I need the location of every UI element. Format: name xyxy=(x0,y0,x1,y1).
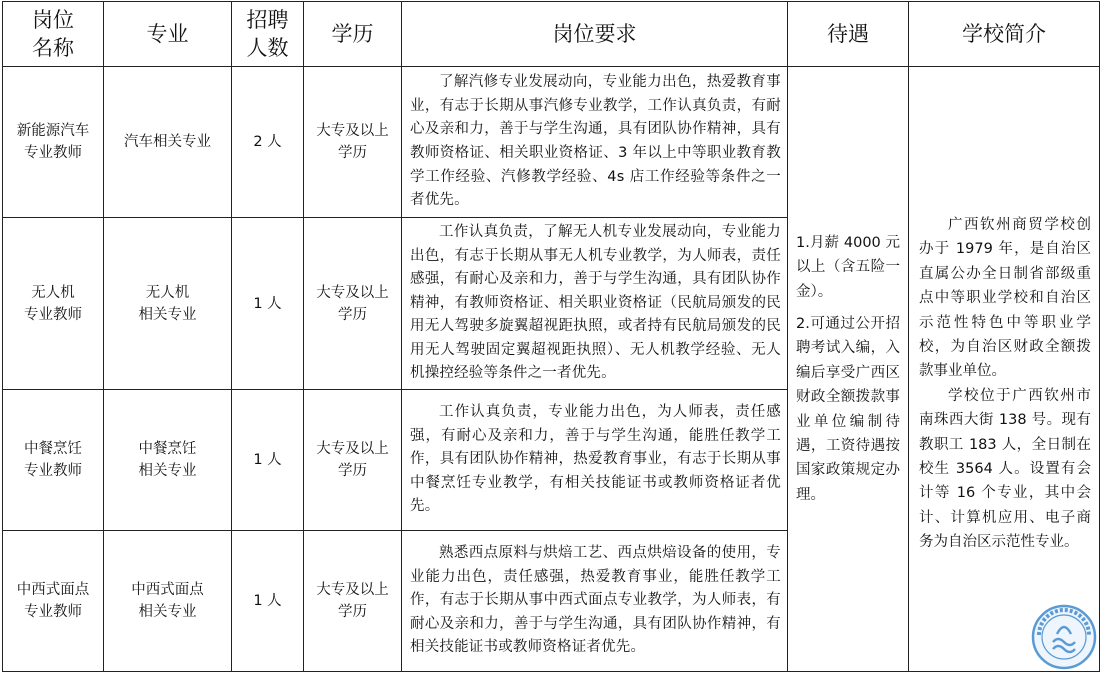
header-benefits: 待遇 xyxy=(788,2,909,67)
count-cell: 1 人 xyxy=(232,531,304,672)
requirements-cell: 熟悉西点原料与烘焙工艺、西点烘焙设备的使用，专业能力出色，责任感强，热爱教育事业，能胜任教学工作，有志于长期从事中西式面点专业教学，为人师表，有耐心及亲和力，善于与学生沟通，具有团队协作精神，有相关技能证书或教师资格证者优先。 xyxy=(402,531,788,672)
education-cell: 大专及以上 学历 xyxy=(304,531,402,672)
school-intro-paragraph: 学校位于广西钦州市南珠西大街 138 号。现有教职工 183 人，全日制在校生 3564 人。设置有会计等 16 个专业，其中会计、计算机应用、电子商务为自治区示范性专业。 xyxy=(919,387,1091,551)
major-cell: 汽车相关专业 xyxy=(104,67,232,218)
benefit-item: 2.可通过公开招聘考试入编，入编后享受广西区财政全额拨款事业单位编制待遇，工资待遇按国家政策规定办理。 xyxy=(796,315,900,503)
count-cell: 2 人 xyxy=(232,67,304,218)
requirements-cell: 了解汽修专业发展动向，专业能力出色，热爱教育事业，有志于长期从事汽修专业教学，工作认真负责，有耐心及亲和力，善于与学生沟通，具有团队协作精神，具有教师资格证、相关职业资格证、3 年以上中等职业教育教学工作经验、汽修教学经验、4s 店工作经验等条件之一者优先。 xyxy=(402,67,788,218)
position-cell: 中餐烹饪 专业教师 xyxy=(3,390,104,531)
header-major: 专业 xyxy=(104,2,232,67)
header-education: 学历 xyxy=(304,2,402,67)
count-cell: 1 人 xyxy=(232,390,304,531)
position-cell: 中西式面点 专业教师 xyxy=(3,531,104,672)
header-requirements: 岗位要求 xyxy=(402,2,788,67)
position-cell: 无人机 专业教师 xyxy=(3,218,104,390)
benefit-item: 1.月薪 4000 元以上（含五险一金）。 xyxy=(796,234,900,300)
header-row xyxy=(3,2,1100,67)
school-intro-paragraph: 广西钦州商贸学校创办于 1979 年，是自治区直属公办全日制省部级重点中等职业学校和自治区示范性特色中等职业学校，为自治区财政全额拨款事业单位。 xyxy=(919,217,1091,380)
education-cell: 大专及以上 学历 xyxy=(304,218,402,390)
education-cell: 大专及以上 学历 xyxy=(304,67,402,218)
count-cell: 1 人 xyxy=(232,218,304,390)
school-intro-cell xyxy=(909,67,1100,672)
requirements-cell: 工作认真负责，专业能力出色，为人师表，责任感强，有耐心及亲和力，善于与学生沟通，能胜任教学工作，具有团队协作精神，热爱教育事业，有志于长期从事中餐烹饪专业教学，有相关技能证书或教师资格证者优先。 xyxy=(402,390,788,531)
requirements-cell: 工作认真负责，了解无人机专业发展动向，专业能力出色，有志于长期从事无人机专业教学，为人师表，责任感强，有耐心及亲和力，善于与学生沟通，具有团队协作精神，有教师资格证、相关职业资格证（民航局颁发的民用无人驾驶多旋翼超视距执照，或者持有民航局颁发的民用无人驾驶固定翼超视距执照）、无人机教学经验、无人机操控经验等条件之一者优先。 xyxy=(402,218,788,390)
school-seal-icon xyxy=(1031,604,1097,670)
education-cell: 大专及以上 学历 xyxy=(304,390,402,531)
position-cell: 新能源汽车 专业教师 xyxy=(3,67,104,218)
benefits-cell xyxy=(788,67,909,672)
table-row xyxy=(3,67,1100,218)
header-position: 岗位 名称 xyxy=(3,2,104,67)
recruitment-table xyxy=(2,1,1100,672)
header-school: 学校简介 xyxy=(909,2,1100,67)
major-cell: 中西式面点 相关专业 xyxy=(104,531,232,672)
header-count: 招聘 人数 xyxy=(232,2,304,67)
major-cell: 无人机 相关专业 xyxy=(104,218,232,390)
major-cell: 中餐烹饪 相关专业 xyxy=(104,390,232,531)
